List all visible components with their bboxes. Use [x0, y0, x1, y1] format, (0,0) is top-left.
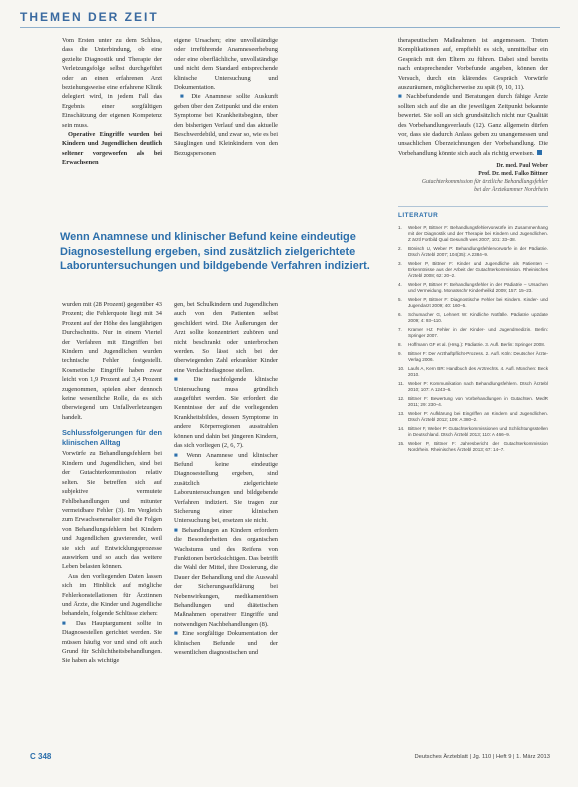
reference-item [398, 327, 548, 339]
paragraph: Aus den vorliegenden Daten lassen sich im Hinblick auf mögliche Fehlerkonstellationen für Ärztinnen und Ärzte, die Kinder und Jugendliche behandeln, folgende Schlüsse ziehen: [62, 572, 162, 618]
reference-item [398, 297, 548, 309]
reference-text: Bittner F: Der Arzthaftpflicht-Prozess. 2. Aufl. Köln: Deutscher Ärzte-Verlag 2006. [408, 350, 548, 362]
paragraph: Vom Ersten unter zu dem Schluss, dass die Unterbindung, ob eine gezielte Diagnostik und Therapie der Verletzungsfolge selbst durchgeführt oder an einen erfahrenen Arzt beziehungsweise eine erfahrene Klinik delegiert wird, in jedem Fall das Ergebnis einer sorgfältigen Einschätzung der eigenen Kompetenz sein muss. [62, 37, 162, 129]
reference-number: 11. [398, 380, 405, 386]
paragraph: ■ Die Anamnese sollte Auskunft geben über den Zeitpunkt und die ersten Symptome bei Krankheitsbeginn, über den bisherigen Verlauf und das aktuelle Beschwerdebild, und zwar so, wie es bei Säuglingen und Kleinkindern von den Bezugspersonen [174, 93, 278, 157]
reference-text: Weber P, Bittner F: Diagnostische Fehler bei Kindern. Kinder- und Jugendarzt 2009; 40: 160–5. [408, 296, 548, 308]
reference-number: 13. [398, 410, 405, 416]
reference-number: 7. [398, 326, 402, 332]
signature: Dr. med. Paul Weber Prof. Dr. med. Falko Bittner Gutachterkommission für ärztliche Behandlungsfehler bei der Ärztekammer Nordrhein [421, 163, 548, 193]
reference-number: 15. [398, 440, 405, 446]
reference-item [398, 426, 548, 438]
reference-number: 6. [398, 311, 402, 317]
paragraph: Vorwürfe zu Behandlungsfehlern bei Kindern und Jugendlichen, sind bei der Gutachterkommission relativ selten. Sie betreffen sich auf subjektive vermutete Fehlbehandlungen und mitunter vermeidbare Fehler (3). Im Vergleich zum Erwachsenenalter sind die Folgen von Behandlungsfehlern bei Kindern und Jugendlichen gravierender, weil sie sich auf Entwicklungsprozesse auswirken und so auch das weitere Leben belasten können. [62, 450, 162, 571]
paragraph: ■ Behandlungen an Kindern erfordern die Besonderheiten des organischen Wachstums und des Reifens von Funktionen berücksichtigen. Das betrifft die Wahl der Mittel, ihre Dosierung, die Dauer der Behandlung und die Auswahl der Sicherungsaufklärung bei Nebenwirkungen, medikamentösen Behandlungen und diätetischen Maßnahmen operativer Eingriffe und notwendigen Nachbehandlungen (8). [174, 526, 278, 628]
reference-number: 14. [398, 425, 405, 431]
reference-item [398, 342, 548, 348]
paragraph: eigene Ursachen; eine unvollständige oder irreführende Anamneseerhebung oder eine oberflächliche, unvollständige und nicht dem Standard entsprechende klinische Untersuchung und Dokumentation. [174, 37, 278, 92]
reference-text: Weber P, Bittner F: Behandlungsfehler in der Pädiatrie – Ursachen und Vermeidung. Monatsschr Kinderheilkd 2009; 157: 15–23. [408, 281, 548, 293]
reference-text: Hoffmann GF et al. (Hrsg.): Pädiatrie. 3. Aufl. Berlin: Springer 2008. [408, 341, 546, 347]
reference-list [398, 225, 548, 453]
reference-item [398, 225, 548, 243]
reference-number: 4. [398, 281, 402, 287]
reference-item [398, 411, 548, 423]
paragraph: therapeutischen Maßnahmen ist angemessen. Treten Komplikationen auf, empfiehlt es sich, unmittelbar ein Gespräch mit den Eltern zu führen. Dabei sind bereits nach entsprechender Vorbefunde angeben, können der Versuch, durch ein klärendes Gespräch Vorwürfe auszuräumen, möglicherweise zu spät (9, 10, 11). [398, 37, 548, 92]
reference-text: Bittner F, Weber P: Gutachterkommissionen und Schlichtungsstellen in Deutschland. Dtsch Ärztebl 2013; 110: A 466–9. [408, 425, 548, 437]
reference-text: Weber P, Bittner F: Kinder und Jugendliche als Patienten – Erkenntnisse aus der Arbeit der Gutachterkommission. Rheinisches Ärztebl 2008; 62: 20–2. [408, 260, 548, 278]
page-number: C 348 [30, 752, 52, 761]
paragraph: ■ Die nachfolgende klinische Untersuchung muss gründlich ausgeführt werden. Sie erfordert die Kenntnisse der auf die vorliegenden Krankheitsbildes, dessen Symptome in andere Körperregionen ausstrahlen können und dahin bei jüngeren Kindern, das sich vorliegen (2, 6, 7). [174, 376, 278, 450]
reference-text: Weber P: Kommunikation nach Behandlungsfehlern. Dtsch Ärztebl 2010; 107: A 1243–6. [408, 380, 548, 392]
reference-text: Schumacher G, Lehnert W: Kindliche Notfälle. Pädiatrie up2date 2009; 4: 93–110. [408, 311, 548, 323]
reference-number: 5. [398, 296, 402, 302]
reference-text: Weber P: Aufklärung bei Eingriffen an Kindern und Jugendlichen. Dtsch Ärztebl 2012; 109: A 380–2. [408, 410, 548, 422]
paragraph: ■ Wenn Anamnese und klinischer Befund keine eindeutige Diagnosestellung ergeben, sind zusätzlich zielgerichtete Laboruntersuchungen und bildgebende Verfahren indiziert. Sie tragen zur Sicherung einer klinischen Untersuchung bei, ersetzen sie nicht. [174, 451, 279, 525]
col2-bottom [174, 300, 278, 657]
reference-number: 9. [398, 350, 402, 356]
reference-number: 8. [398, 341, 402, 347]
reference-text: Laufs A, Kern BR: Handbuch des Arztrechts. 4. Aufl. München: Beck 2010. [408, 365, 548, 377]
reference-item [398, 282, 548, 294]
header-rule [20, 27, 560, 28]
reference-item [398, 312, 548, 324]
reference-text: Bittner F: Bewertung von Vorbehandlungen in Gutachten. MedR 2011; 29: 230–4. [408, 395, 548, 407]
col3 [398, 36, 548, 456]
reference-number: 1. [398, 224, 402, 230]
reference-text: Weber P, Bittner F: Jahresbericht der Gutachterkommission Nordrhein. Rheinisches Ärztebl 2013; 67: 14–7. [408, 440, 548, 452]
paragraph: Operative Eingriffe wurden bei Kindern und Jugendlichen deutlich seltener vorgeworfen als bei Erwachsenen [62, 131, 162, 167]
col1-bottom [62, 300, 162, 666]
col1-top [62, 36, 162, 168]
reference-item [398, 381, 548, 393]
reference-number: 3. [398, 260, 402, 266]
reference-text: Kramer HJ: Fehler in der Kinder- und Jugendmedizin. Berlin: Springer 2007. [408, 326, 548, 338]
pull-quote: Wenn Anamnese und klinischer Befund keine eindeutige Diagnosestellung ergeben, sind zusätzlich zielgerichtete Laboruntersuchungen und bildgebende Verfahren indiziert. [60, 231, 370, 272]
reference-item [398, 246, 548, 258]
journal-citation: Deutsches Ärzteblatt | Jg. 110 | Heft 9 | 1. März 2013 [414, 754, 550, 760]
col2-top [174, 36, 278, 158]
reference-text: Weber P, Bittner F: Behandlungsfehlervorwürfe im Zusammenhang mit der Diagnostik und der Therapie bei Kindern und Jugendlichen. Z ärztl Fortbild Qual Gesundh wes 2007; 101: 33–38. [408, 224, 548, 242]
reference-number: 2. [398, 245, 402, 251]
reference-item [398, 441, 548, 453]
reference-item [398, 351, 548, 363]
end-mark [537, 150, 542, 155]
reference-number: 12. [398, 395, 405, 401]
literature-heading: LITERATUR [398, 206, 548, 220]
paragraph: ■ Nachbefundende und Beratungen durch fähige Ärzte sollten sich auf die an die jeweiligen Zeitpunkt bekannte bewertet. Sie soll an sich grundsätzlich nicht nur Qualität des Vorbehandlungsverlaufs (12). Ganz allgemein dürfen vor, dass sie dadurch Anlass geben zu unangemessen und unsachlichen Überzeichnungen der Vorbehandlung. Die Vorbehandlung könnte sich auch als richtig erweisen. [398, 93, 548, 157]
reference-number: 10. [398, 365, 405, 371]
paragraph: ■ Eine sorgfältige Dokumentation der klinischen Befunde und der wesentlichen diagnostischen und [174, 630, 278, 657]
paragraph: wurden mit (28 Prozent) gegenüber 43 Prozent; die Fehlerquote liegt mit 34 Prozent auf der Höhe des langjährigen Durchschnitts. Nur in einem Viertel der Verfahren mit Eingriffen bei Kindern und Jugendlichen wurden technische Fehler festgestellt. Kosmetische Eingriffe haben zwar leicht von 1,9 Prozent auf 3,4 Prozent zugenommen, spielen aber dennoch keine wesentliche Rolle, da es sich überwiegend um Unfallverletzungen handelt. [62, 301, 162, 421]
reference-item [398, 261, 548, 279]
paragraph: ■ Das Hauptargument sollte in Diagnosestellen gerichtet werden. Sie müssen häufig vor und sind oft auch Grund für Schlichtheitsbehandlungen. Sie haben als wichtige [62, 619, 162, 665]
section-header: THEMEN DER ZEIT [20, 10, 159, 24]
literature [398, 206, 548, 452]
reference-text: Bönisch U, Weber P: Behandlungsfehlervorwürfe in der Pädiatrie. Dtsch Ärztebl 2007; 104(35): A 2384–9. [408, 245, 548, 257]
reference-item [398, 366, 548, 378]
section-heading: Schlussfolgerungen für den klinischen Alltag [62, 428, 162, 447]
reference-item [398, 396, 548, 408]
paragraph: gen, bei Schulkindern und Jugendlichen auch von den Patienten selbst geschildert wird. Die Äußerungen der Arzt sollte konzentriert zuhören und nicht beschrankt oder unterbrochen werden. So lässt sich bei der überwiegenden Zahl erkrankter Kinder eine Verdachtsdiagnose stellen. [174, 301, 278, 374]
